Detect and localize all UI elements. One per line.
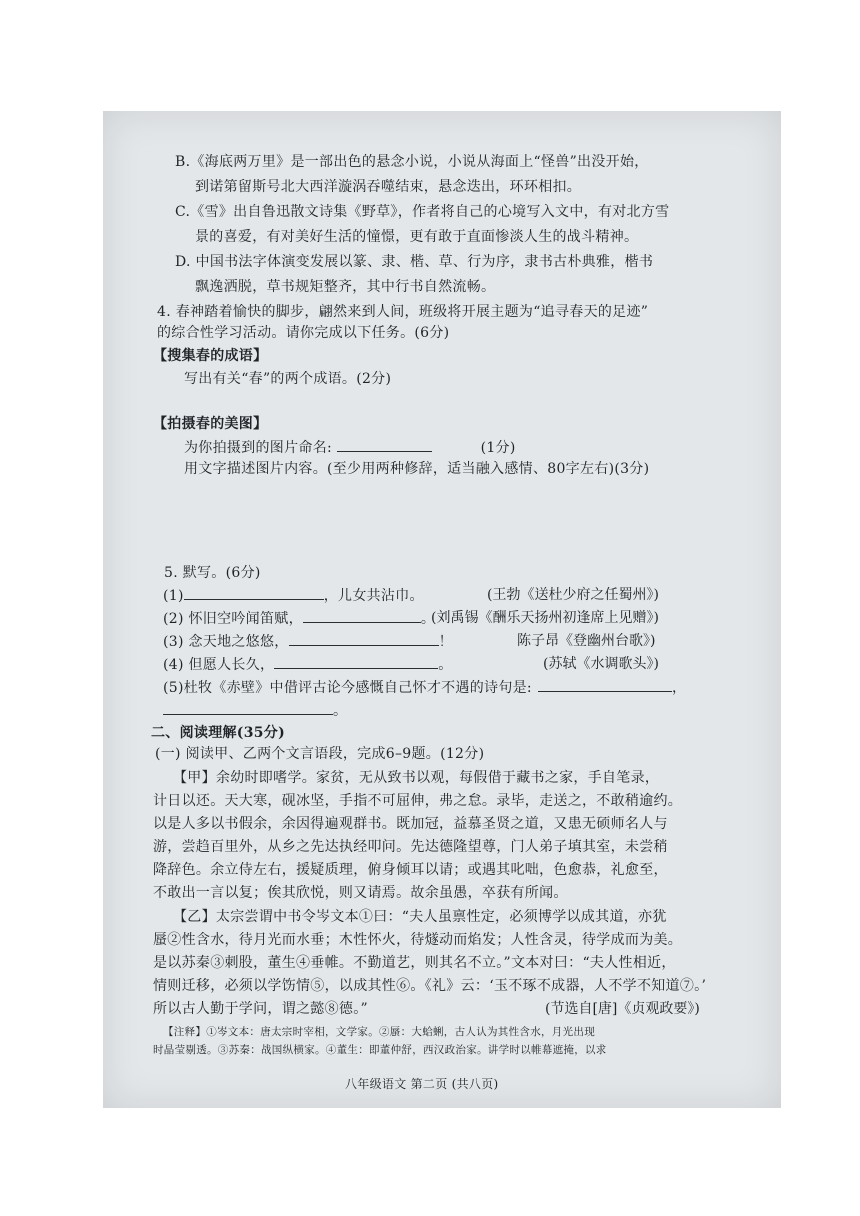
q4-section2-task1-score: (1分) bbox=[480, 440, 516, 456]
q5-source-3: 陈子昂《登幽州台歌》) bbox=[517, 633, 656, 649]
passage-yi-line: 情则迁移，必须以学饬情⑤，以成其性⑥。《礼》云：‘玉不琢不成器，人不学不知道⑦。’ bbox=[153, 978, 707, 994]
passage-jia-line: 不敢出一言以复；俟其欣悦，则又请焉。故余虽愚，卒获有所闻。 bbox=[153, 885, 568, 901]
q5-blank-2[interactable] bbox=[303, 608, 421, 623]
q5-item-5-cont: 。 bbox=[163, 700, 347, 721]
passage-yi-line: 所以古人勤于学问，谓之懿⑧德。” bbox=[153, 1001, 368, 1017]
q4-section1-title: 【搜集春的成语】 bbox=[153, 348, 268, 364]
q5-item-5: (5)杜牧《赤壁》中借评古论今感慨自己怀才不遇的诗句是: ， bbox=[163, 677, 686, 698]
q4-section2-task1 bbox=[184, 437, 516, 458]
q5-blank-5b[interactable] bbox=[163, 700, 333, 715]
passage-yi-source: (节选自[唐]《贞观政要》) bbox=[545, 1001, 700, 1017]
q5-item-3: (3) 念天地之悠悠， ！ bbox=[163, 631, 453, 652]
passage-jia-line: 【甲】余幼时即嗜学。家贫，无从致书以观，每假借于藏书之家，手自笔录， bbox=[173, 770, 660, 786]
passage-jia-line: 计日以还。天大寒，砚冰坚，手指不可屈伸，弗之怠。录毕，走送之，不敢稍逾约。 bbox=[153, 793, 683, 809]
picture-name-blank[interactable] bbox=[337, 437, 432, 452]
q4-section2-title: 【拍摄春的美图】 bbox=[153, 416, 268, 432]
q5-source-4: (苏轼《水调歌头》) bbox=[543, 656, 659, 672]
notes-line1: 【注释】①岑文本：唐太宗时宰相，文学家。②蜃：大蛤蜊，古人认为其性含水，月光出现 bbox=[163, 1026, 595, 1038]
option-d-line2: 飘逸洒脱，草书规矩整齐，其中行书自然流畅。 bbox=[195, 279, 496, 295]
q5-blank-3[interactable] bbox=[289, 631, 439, 646]
q4-section1-task: 写出有关“春”的两个成语。(2分) bbox=[184, 371, 392, 387]
part2-sub1: (一) 阅读甲、乙两个文言语段，完成6–9题。(12分) bbox=[155, 746, 485, 762]
q5-blank-1[interactable] bbox=[184, 585, 324, 600]
option-c-line1: C.《雪》出自鲁迅散文诗集《野草》，作者将自己的心境写入文中，有对北方雪 bbox=[175, 204, 670, 220]
q5-item-2: (2) 怀旧空吟闻笛赋， 。 bbox=[163, 608, 435, 629]
passage-yi-line: 【乙】太宗尝谓中书令岑文本①曰：“夫人虽禀性定，必须博学以成其道，亦犹 bbox=[173, 909, 667, 925]
q5-source-2: (刘禹锡《酬乐天扬州初逢席上见赠》) bbox=[431, 610, 659, 626]
passage-yi-line: 蜃②性含水，待月光而水垂；木性怀火，待燧动而焰发；人性含灵，待学成而为美。 bbox=[153, 932, 683, 948]
q5-source-1: (王勃《送杜少府之任蜀州》) bbox=[487, 587, 659, 603]
q5-title: 5. 默写。(6分) bbox=[164, 565, 261, 581]
exam-page bbox=[103, 111, 781, 1108]
notes-line2: 时晶莹剔透。③苏秦：战国纵横家。④董生：即董仲舒，西汉政治家。讲学时以帷幕遮掩，以求 bbox=[153, 1044, 607, 1056]
q5-item-1: (1) ，儿女共沾巾。 bbox=[163, 585, 424, 606]
passage-jia-line: 降辞色。余立侍左右，援疑质理，俯身倾耳以请；或遇其叱咄，色愈恭，礼愈至， bbox=[153, 862, 668, 878]
q4-section2-task1-label: 为你拍摄到的图片命名: bbox=[184, 440, 333, 456]
passage-jia-line: 以是人多以书假余，余因得遍观群书。既加冠，益慕圣贤之道，又患无硕师名人与 bbox=[153, 816, 668, 832]
page-footer: 八年级语文 第二页 (共八页) bbox=[345, 1077, 499, 1091]
q4-line2: 的综合性学习活动。请你完成以下任务。(6分) bbox=[157, 325, 450, 341]
option-b-line2: 到诺第留斯号北大西洋漩涡吞噬结束，悬念迭出，环环相扣。 bbox=[195, 179, 582, 195]
q4-line1: 4. 春神踏着愉快的脚步，翩然来到人间，班级将开展主题为“追寻春天的足迹” bbox=[157, 304, 649, 320]
option-b-line1: B.《海底两万里》是一部出色的悬念小说，小说从海面上“怪兽”出没开始， bbox=[175, 154, 649, 170]
option-c-line2: 景的喜爱，有对美好生活的憧憬，更有敢于直面惨淡人生的战斗精神。 bbox=[195, 229, 639, 245]
q5-blank-4[interactable] bbox=[274, 654, 438, 669]
passage-jia-line: 游，尝趋百里外，从乡之先达执经叩问。先达德隆望尊，门人弟子填其室，未尝稍 bbox=[153, 839, 668, 855]
option-d-line1: D. 中国书法字体演变发展以篆、隶、楷、草、行为序，隶书古朴典雅，楷书 bbox=[175, 254, 654, 270]
q5-item-4: (4) 但愿人长久， 。 bbox=[163, 654, 453, 675]
q4-section2-task2: 用文字描述图片内容。(至少用两种修辞，适当融入感情、80字左右)(3分) bbox=[184, 461, 650, 477]
part2-title: 二、阅读理解(35分) bbox=[151, 725, 286, 741]
passage-yi-line: 是以苏秦③刺股，董生④垂帷。不勤道艺，则其名不立。”文本对曰：“夫人性相近， bbox=[153, 955, 676, 971]
q5-blank-5a[interactable] bbox=[538, 677, 672, 692]
